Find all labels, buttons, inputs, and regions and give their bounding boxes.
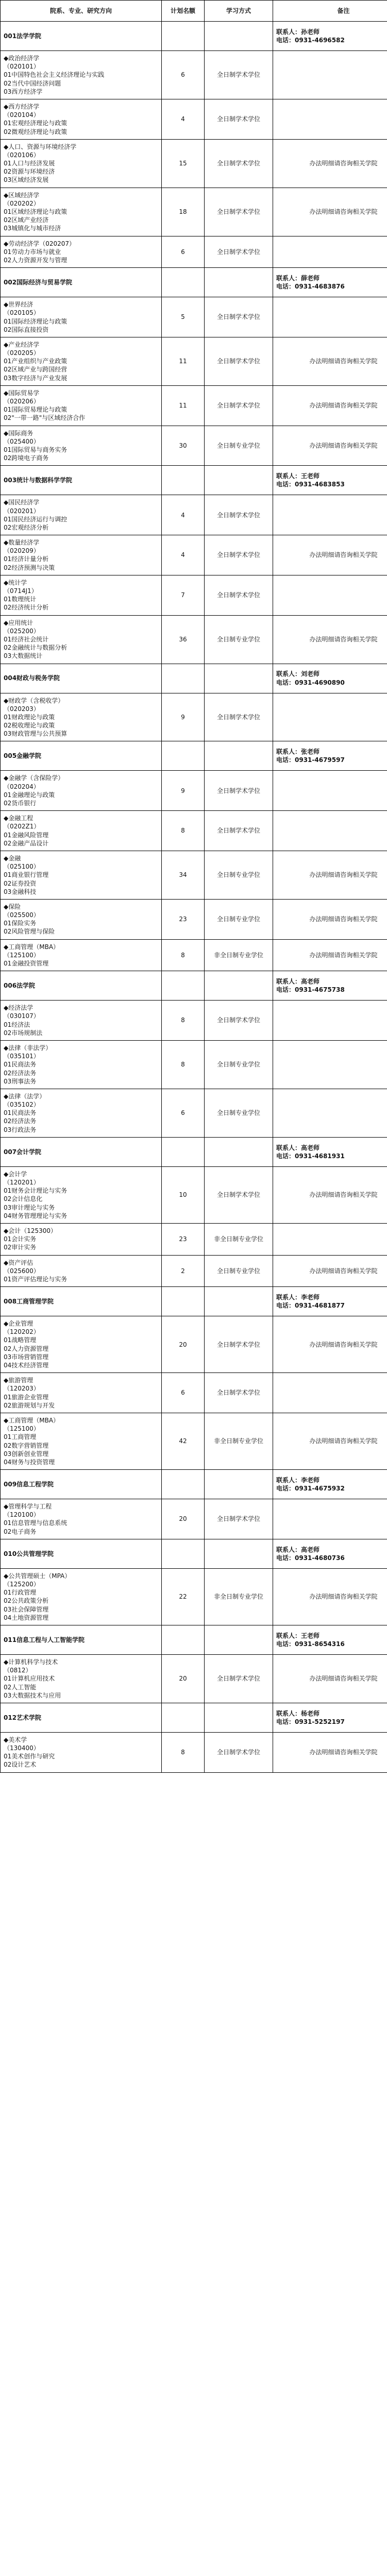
plan-count-cell: 23	[162, 1223, 205, 1255]
major-cell: ◆区域经济学 （020202） 01区域经济理论与政策 02区域产业经济 03城镇化与城市经济	[1, 188, 162, 236]
section-blank-cell	[162, 1625, 205, 1654]
plan-count-cell: 42	[162, 1413, 205, 1469]
section-blank-cell	[162, 22, 205, 51]
section-contact-cell	[273, 1137, 387, 1166]
study-mode-cell: 非全日制专业学位	[205, 1223, 273, 1255]
study-mode-cell: 全日制学术学位	[205, 385, 273, 426]
major-cell: ◆统计学 （0714J1） 01数理统计 02经济统计分析	[1, 575, 162, 615]
major-cell: ◆产业经济学 （020205） 01产业组织与产业政策 02区域产业与跨国经营 03数字经济与产业发展	[1, 337, 162, 385]
section-title: 007会计学院	[1, 1137, 162, 1166]
plan-count-cell: 9	[162, 693, 205, 741]
section-blank-cell	[205, 1137, 273, 1166]
section-blank-cell	[162, 741, 205, 771]
section-blank-cell	[162, 1470, 205, 1499]
major-cell: ◆西方经济学 （020104） 01宏观经济理论与政策 02微观经济理论与政策	[1, 99, 162, 139]
major-cell: ◆世界经济 （020105） 01国际经济理论与政策 02国际直接投资	[1, 297, 162, 337]
table-row	[1, 1166, 387, 1223]
note-cell	[273, 1373, 387, 1413]
note-cell	[273, 1089, 387, 1137]
study-mode-cell: 全日制学术学位	[205, 51, 273, 99]
note-cell	[273, 1223, 387, 1255]
plan-count-cell: 4	[162, 495, 205, 535]
study-mode-cell: 全日制学术学位	[205, 693, 273, 741]
table-row	[1, 1373, 387, 1413]
section-blank-cell	[205, 22, 273, 51]
table-row	[1, 851, 387, 899]
section-blank-cell	[205, 1539, 273, 1568]
study-mode-cell: 全日制学术学位	[205, 811, 273, 851]
table-row	[1, 899, 387, 939]
major-cell: ◆国际商务 （025400） 01国际贸易与商务实务 02跨境电子商务	[1, 426, 162, 466]
table-row	[1, 297, 387, 337]
major-cell: ◆国民经济学 （020201） 01国民经济运行与调控 02宏观经济分析	[1, 495, 162, 535]
study-mode-cell: 全日制学术学位	[205, 1316, 273, 1373]
section-row	[1, 466, 387, 495]
note-cell: 办法明细请咨询相关学院	[273, 851, 387, 899]
note-cell: 办法明细请咨询相关学院	[273, 1568, 387, 1625]
plan-count-cell: 20	[162, 1316, 205, 1373]
major-cell: ◆数量经济学 （020209） 01经济计量分析 02经济预测与决策	[1, 535, 162, 575]
section-contact-cell	[273, 1625, 387, 1654]
note-cell	[273, 771, 387, 811]
table-row	[1, 771, 387, 811]
section-row	[1, 741, 387, 771]
table-row	[1, 1040, 387, 1089]
contact-phone: 电话：0931-5252197	[276, 1718, 345, 1725]
study-mode-cell: 全日制学术学位	[205, 1373, 273, 1413]
major-cell: ◆美术学 （130400） 01美术创作与研究 02设计艺术	[1, 1732, 162, 1772]
major-cell: ◆企业管理 （120202） 01战略管理 02人力资源管理 03市场营销管理 04技术经济管理	[1, 1316, 162, 1373]
section-blank-cell	[205, 664, 273, 693]
note-cell: 办法明细请咨询相关学院	[273, 1654, 387, 1703]
plan-count-cell: 23	[162, 899, 205, 939]
section-row	[1, 1703, 387, 1732]
section-blank-cell	[205, 1703, 273, 1732]
section-contact-cell	[273, 22, 387, 51]
table-row	[1, 495, 387, 535]
section-title: 006法学院	[1, 971, 162, 1001]
table-row	[1, 1413, 387, 1469]
major-cell: ◆工商管理（MBA） （125100） 01金融投资管理	[1, 939, 162, 971]
major-cell: ◆应用统计 （025200） 01经济社会统计 02金融统计与数据分析 03大数据统计	[1, 615, 162, 664]
table-row	[1, 1255, 387, 1287]
contact-name: 联系人：孙老师	[276, 28, 320, 36]
plan-count-cell: 11	[162, 337, 205, 385]
section-blank-cell	[162, 268, 205, 297]
section-row	[1, 1470, 387, 1499]
header-plan: 计划名额	[162, 1, 205, 22]
major-cell: ◆公共管理硕士（MPA） （125200） 01行政管理 02公共政策分析 03社会保障管理 04土地资源管理	[1, 1568, 162, 1625]
note-cell: 办法明细请咨询相关学院	[273, 535, 387, 575]
major-cell: ◆保险 （025500） 01保险实务 02风险管理与保险	[1, 899, 162, 939]
major-cell: ◆旅游管理 （120203） 01旅游企业管理 02旅游规划与开发	[1, 1373, 162, 1413]
section-title: 005金融学院	[1, 741, 162, 771]
contact-name: 联系人：杨老师	[276, 1709, 320, 1717]
contact-name: 联系人：高老师	[276, 1546, 320, 1553]
study-mode-cell: 全日制学术学位	[205, 1732, 273, 1772]
table-row	[1, 615, 387, 664]
study-mode-cell: 非全日制专业学位	[205, 939, 273, 971]
plan-count-cell: 6	[162, 51, 205, 99]
section-contact-cell	[273, 466, 387, 495]
section-blank-cell	[205, 741, 273, 771]
major-cell: ◆法律（非法学） （035101） 01民商法务 02经济法务 03刑事法务	[1, 1040, 162, 1089]
major-cell: ◆金融学（含保险学） （020204） 01金融理论与政策 02货币银行	[1, 771, 162, 811]
note-cell: 办法明细请咨询相关学院	[273, 1166, 387, 1223]
plan-count-cell: 6	[162, 1089, 205, 1137]
study-mode-cell: 全日制学术学位	[205, 1166, 273, 1223]
section-blank-cell	[162, 1703, 205, 1732]
table-row	[1, 1223, 387, 1255]
contact-phone: 电话：0931-4680736	[276, 1554, 345, 1562]
note-cell	[273, 1040, 387, 1089]
section-blank-cell	[162, 466, 205, 495]
section-title: 008工商管理学院	[1, 1287, 162, 1316]
note-cell	[273, 1001, 387, 1041]
major-cell: ◆经济法学 （030107） 01经济法 02市场规制法	[1, 1001, 162, 1041]
section-row	[1, 664, 387, 693]
header-note: 备注	[273, 1, 387, 22]
contact-phone: 电话：0931-4675738	[276, 986, 345, 994]
note-cell: 办法明细请咨询相关学院	[273, 139, 387, 188]
note-cell	[273, 1499, 387, 1539]
study-mode-cell: 全日制学术学位	[205, 236, 273, 268]
study-mode-cell: 全日制学术学位	[205, 1001, 273, 1041]
plan-count-cell: 18	[162, 188, 205, 236]
contact-name: 联系人：王老师	[276, 1632, 320, 1639]
study-mode-cell: 全日制专业学位	[205, 615, 273, 664]
table-row	[1, 693, 387, 741]
note-cell	[273, 99, 387, 139]
note-cell	[273, 495, 387, 535]
study-mode-cell: 全日制学术学位	[205, 139, 273, 188]
header-mode: 学习方式	[205, 1, 273, 22]
section-blank-cell	[162, 1287, 205, 1316]
section-row	[1, 268, 387, 297]
table-row	[1, 426, 387, 466]
major-cell: ◆会计（125300） 01会计实务 02审计实务	[1, 1223, 162, 1255]
plan-count-cell: 15	[162, 139, 205, 188]
section-blank-cell	[162, 971, 205, 1001]
section-title: 004财政与税务学院	[1, 664, 162, 693]
contact-phone: 电话：0931-4683853	[276, 481, 345, 488]
section-row	[1, 971, 387, 1001]
study-mode-cell: 全日制专业学位	[205, 1089, 273, 1137]
note-cell	[273, 575, 387, 615]
study-mode-cell: 全日制学术学位	[205, 575, 273, 615]
section-blank-cell	[162, 664, 205, 693]
note-cell: 办法明细请咨询相关学院	[273, 1732, 387, 1772]
section-blank-cell	[162, 1137, 205, 1166]
table-row	[1, 337, 387, 385]
contact-phone: 电话：0931-4690890	[276, 679, 345, 686]
section-row	[1, 1539, 387, 1568]
contact-phone: 电话：0931-8654316	[276, 1640, 345, 1648]
note-cell: 办法明细请咨询相关学院	[273, 1316, 387, 1373]
contact-name: 联系人：张老师	[276, 748, 320, 756]
section-blank-cell	[205, 1287, 273, 1316]
table-row	[1, 811, 387, 851]
table-row	[1, 385, 387, 426]
plan-count-cell: 8	[162, 1732, 205, 1772]
contact-phone: 电话：0931-4675932	[276, 1485, 345, 1493]
note-cell: 办法明细请咨询相关学院	[273, 939, 387, 971]
section-title: 001法学学院	[1, 22, 162, 51]
note-cell	[273, 297, 387, 337]
contact-name: 联系人：高老师	[276, 978, 320, 985]
note-cell: 办法明细请咨询相关学院	[273, 1413, 387, 1469]
plan-count-cell: 4	[162, 99, 205, 139]
study-mode-cell: 全日制专业学位	[205, 426, 273, 466]
section-blank-cell	[205, 1625, 273, 1654]
note-cell: 办法明细请咨询相关学院	[273, 188, 387, 236]
note-cell: 办法明细请咨询相关学院	[273, 385, 387, 426]
table-row	[1, 1654, 387, 1703]
section-blank-cell	[205, 971, 273, 1001]
section-contact-cell	[273, 1287, 387, 1316]
contact-phone: 电话：0931-4679597	[276, 756, 345, 764]
note-cell	[273, 236, 387, 268]
table-row	[1, 1568, 387, 1625]
section-blank-cell	[205, 1470, 273, 1499]
major-cell: ◆政治经济学 （020101） 01中国特色社会主义经济理论与实践 02当代中国经济问题 03西方经济学	[1, 51, 162, 99]
table-row	[1, 1001, 387, 1041]
section-contact-cell	[273, 268, 387, 297]
table-row	[1, 1732, 387, 1772]
note-cell: 办法明细请咨询相关学院	[273, 899, 387, 939]
major-cell: ◆法律（法学） （035102） 01民商法务 02经济法务 03行政法务	[1, 1089, 162, 1137]
major-cell: ◆管理科学与工程 （120100） 01信息管理与信息系统 02电子商务	[1, 1499, 162, 1539]
plan-count-cell: 7	[162, 575, 205, 615]
major-cell: ◆工商管理（MBA） （125100） 01工商管理 02数字营销管理 03创新创业管理 04财务与投资管理	[1, 1413, 162, 1469]
major-cell: ◆财政学（含税收学） （020203） 01财政理论与政策 02税收理论与政策 03财政管理与公共预算	[1, 693, 162, 741]
major-cell: ◆人口、资源与环境经济学 （020106） 01人口与经济发展 02资源与环境经济 03区域经济发展	[1, 139, 162, 188]
table-row	[1, 99, 387, 139]
section-contact-cell	[273, 1703, 387, 1732]
section-row	[1, 1137, 387, 1166]
plan-count-cell: 5	[162, 297, 205, 337]
table-row	[1, 236, 387, 268]
major-cell: ◆会计学 （120201） 01财务会计理论与实务 02会计信息化 03审计理论与实务 04财务管理理论与实务	[1, 1166, 162, 1223]
section-title: 009信息工程学院	[1, 1470, 162, 1499]
study-mode-cell: 全日制学术学位	[205, 535, 273, 575]
plan-count-cell: 8	[162, 1001, 205, 1041]
section-title: 012艺术学院	[1, 1703, 162, 1732]
plan-count-cell: 6	[162, 1373, 205, 1413]
contact-name: 联系人：李老师	[276, 1293, 320, 1301]
section-contact-cell	[273, 1539, 387, 1568]
plan-count-cell: 2	[162, 1255, 205, 1287]
section-contact-cell	[273, 1470, 387, 1499]
study-mode-cell: 全日制专业学位	[205, 1255, 273, 1287]
note-cell: 办法明细请咨询相关学院	[273, 1255, 387, 1287]
section-contact-cell	[273, 741, 387, 771]
table-row	[1, 188, 387, 236]
table-row	[1, 535, 387, 575]
table-row	[1, 1316, 387, 1373]
table-header-row	[1, 1, 387, 22]
note-cell: 办法明细请咨询相关学院	[273, 615, 387, 664]
note-cell	[273, 51, 387, 99]
plan-count-cell: 4	[162, 535, 205, 575]
header-major: 院系、专业、研究方向	[1, 1, 162, 22]
plan-count-cell: 20	[162, 1499, 205, 1539]
contact-name: 联系人：王老师	[276, 472, 320, 480]
contact-phone: 电话：0931-4696582	[276, 37, 345, 44]
study-mode-cell: 全日制专业学位	[205, 851, 273, 899]
study-mode-cell: 全日制学术学位	[205, 99, 273, 139]
major-cell: ◆计算机科学与技术 （0812） 01计算机应用技术 02人工智能 03大数据技术与应用	[1, 1654, 162, 1703]
plan-count-cell: 8	[162, 1040, 205, 1089]
note-cell: 办法明细请咨询相关学院	[273, 426, 387, 466]
section-contact-cell	[273, 664, 387, 693]
study-mode-cell: 全日制专业学位	[205, 1040, 273, 1089]
major-cell: ◆金融工程 （0202Z1） 01金融风险管理 02金融产品设计	[1, 811, 162, 851]
major-cell: ◆劳动经济学（020207） 01劳动力市场与就业 02人力资源开发与管理	[1, 236, 162, 268]
section-row	[1, 1287, 387, 1316]
plan-count-cell: 34	[162, 851, 205, 899]
note-cell: 办法明细请咨询相关学院	[273, 337, 387, 385]
section-row	[1, 22, 387, 51]
plan-count-cell: 30	[162, 426, 205, 466]
table-row	[1, 939, 387, 971]
plan-count-cell: 22	[162, 1568, 205, 1625]
contact-name: 联系人：薛老师	[276, 274, 320, 282]
study-mode-cell: 非全日制专业学位	[205, 1413, 273, 1469]
study-mode-cell: 全日制学术学位	[205, 1654, 273, 1703]
section-contact-cell	[273, 971, 387, 1001]
contact-name: 联系人：高老师	[276, 1144, 320, 1151]
study-mode-cell: 全日制学术学位	[205, 495, 273, 535]
plan-count-cell: 36	[162, 615, 205, 664]
table-row	[1, 575, 387, 615]
major-cell: ◆金融 （025100） 01商业银行管理 02证券投资 03金融科技	[1, 851, 162, 899]
section-blank-cell	[205, 268, 273, 297]
contact-name: 联系人：刘老师	[276, 670, 320, 678]
study-mode-cell: 全日制专业学位	[205, 899, 273, 939]
note-cell	[273, 693, 387, 741]
plan-count-cell: 10	[162, 1166, 205, 1223]
contact-phone: 电话：0931-4681931	[276, 1152, 345, 1160]
plan-count-cell: 20	[162, 1654, 205, 1703]
study-mode-cell: 全日制学术学位	[205, 337, 273, 385]
section-blank-cell	[162, 1539, 205, 1568]
plan-count-cell: 11	[162, 385, 205, 426]
note-cell	[273, 811, 387, 851]
major-cell: ◆资产评估 （025600） 01资产评估理论与实务	[1, 1255, 162, 1287]
table-row	[1, 1499, 387, 1539]
section-blank-cell	[205, 466, 273, 495]
plan-count-cell: 8	[162, 939, 205, 971]
study-mode-cell: 全日制学术学位	[205, 188, 273, 236]
study-mode-cell: 全日制学术学位	[205, 297, 273, 337]
table-row	[1, 139, 387, 188]
table-row	[1, 51, 387, 99]
table-row	[1, 1089, 387, 1137]
contact-phone: 电话：0931-4683876	[276, 283, 345, 291]
major-cell: ◆国际贸易学 （020206） 01国际贸易理论与政策 02"一带一路"与区域经济合作	[1, 385, 162, 426]
table-body	[1, 22, 387, 1773]
study-mode-cell: 全日制学术学位	[205, 1499, 273, 1539]
plan-count-cell: 6	[162, 236, 205, 268]
plan-count-cell: 9	[162, 771, 205, 811]
study-mode-cell: 非全日制专业学位	[205, 1568, 273, 1625]
section-title: 011信息工程与人工智能学院	[1, 1625, 162, 1654]
section-title: 010公共管理学院	[1, 1539, 162, 1568]
plan-count-cell: 8	[162, 811, 205, 851]
section-title: 003统计与数据科学学院	[1, 466, 162, 495]
section-title: 002国际经济与贸易学院	[1, 268, 162, 297]
section-row	[1, 1625, 387, 1654]
contact-name: 联系人：李老师	[276, 1476, 320, 1484]
contact-phone: 电话：0931-4681877	[276, 1302, 345, 1310]
study-mode-cell: 全日制学术学位	[205, 771, 273, 811]
